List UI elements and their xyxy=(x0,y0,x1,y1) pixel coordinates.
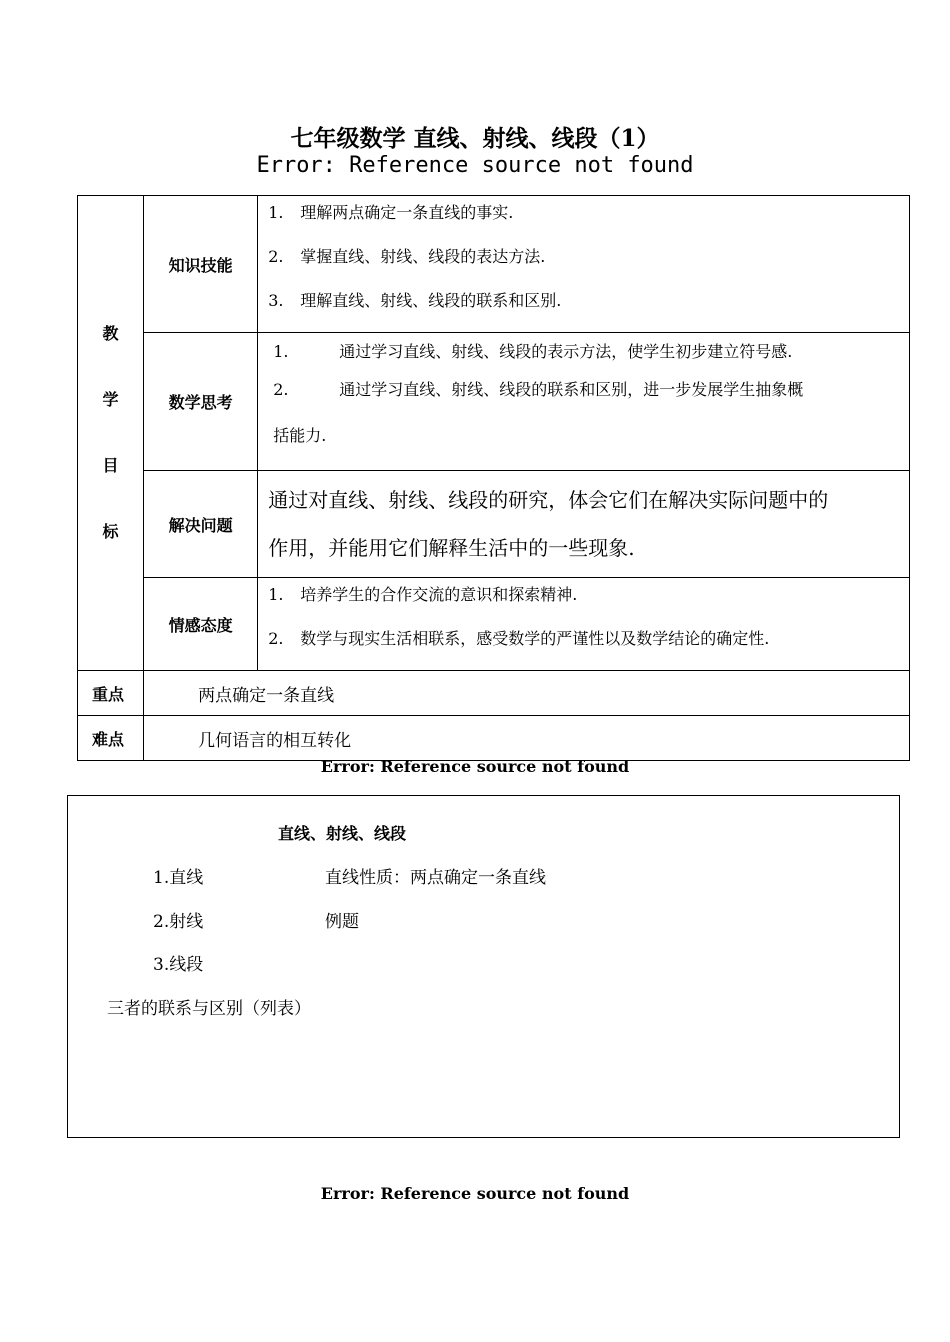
list-item: 2. 掌握直线、射线、线段的表达方法. xyxy=(268,247,546,266)
problem-solving-label: 解决问题 xyxy=(144,471,258,578)
list-item: 3. 理解直线、射线、线段的联系和区别. xyxy=(268,291,562,310)
list-item: 2. 通过学习直线、射线、线段的联系和区别，进一步发展学生抽象概 xyxy=(273,380,804,399)
goals-header-char: 标 xyxy=(102,522,119,541)
thinking-content xyxy=(258,333,910,471)
teaching-goals-table xyxy=(77,195,910,761)
list-item: 1. 培养学生的合作交流的意识和探索精神. xyxy=(268,585,578,604)
knowledge-row xyxy=(78,196,910,333)
thinking-row xyxy=(78,333,910,471)
blackboard-design-box xyxy=(67,795,900,1138)
board-left-item: 1.直线 xyxy=(153,868,204,888)
list-item: 2. 数学与现实生活相联系，感受数学的严谨性以及数学结论的确定性. xyxy=(268,629,770,648)
goals-header-char: 教 xyxy=(102,324,119,343)
key-point-value: 两点确定一条直线 xyxy=(144,671,910,716)
attitude-row xyxy=(78,578,910,671)
goals-header-char: 目 xyxy=(102,456,119,475)
error-caption: Error: Reference source not found xyxy=(320,1184,630,1203)
difficulty-row xyxy=(78,716,910,761)
board-title: 直线、射线、线段 xyxy=(278,824,407,843)
board-left-item: 2.射线 xyxy=(153,912,204,932)
attitude-label: 情感态度 xyxy=(144,578,258,671)
list-item: 1. 理解两点确定一条直线的事实. xyxy=(268,203,514,222)
list-item-continuation: 括能力. xyxy=(273,426,327,445)
difficulty-value: 几何语言的相互转化 xyxy=(144,716,910,761)
thinking-label: 数学思考 xyxy=(144,333,258,471)
goals-header-char: 学 xyxy=(102,390,119,409)
difficulty-label: 难点 xyxy=(78,716,144,761)
knowledge-content xyxy=(258,196,910,333)
board-left-item: 3.线段 xyxy=(153,955,204,975)
error-caption: Error: Reference source not found xyxy=(320,757,630,776)
knowledge-label: 知识技能 xyxy=(144,196,258,333)
key-point-label: 重点 xyxy=(78,671,144,716)
board-right-item: 直线性质：两点确定一条直线 xyxy=(325,868,546,888)
board-bottom-text: 三者的联系与区别（列表） xyxy=(107,999,311,1019)
problem-solving-content: 通过对直线、射线、线段的研究，体会它们在解决实际问题中的 作用，并能用它们解释生活中的一些现象. xyxy=(258,471,910,578)
problem-solving-row xyxy=(78,471,910,578)
key-point-row xyxy=(78,671,910,716)
list-item: 1. 通过学习直线、射线、线段的表示方法，使学生初步建立符号感. xyxy=(273,342,793,361)
board-right-item: 例题 xyxy=(325,912,359,932)
page-title: 七年级数学 直线、射线、线段（1） xyxy=(290,125,660,152)
page-subtitle: Error: Reference source not found xyxy=(256,153,694,178)
attitude-content xyxy=(258,578,910,671)
teaching-goals-header xyxy=(78,196,144,671)
